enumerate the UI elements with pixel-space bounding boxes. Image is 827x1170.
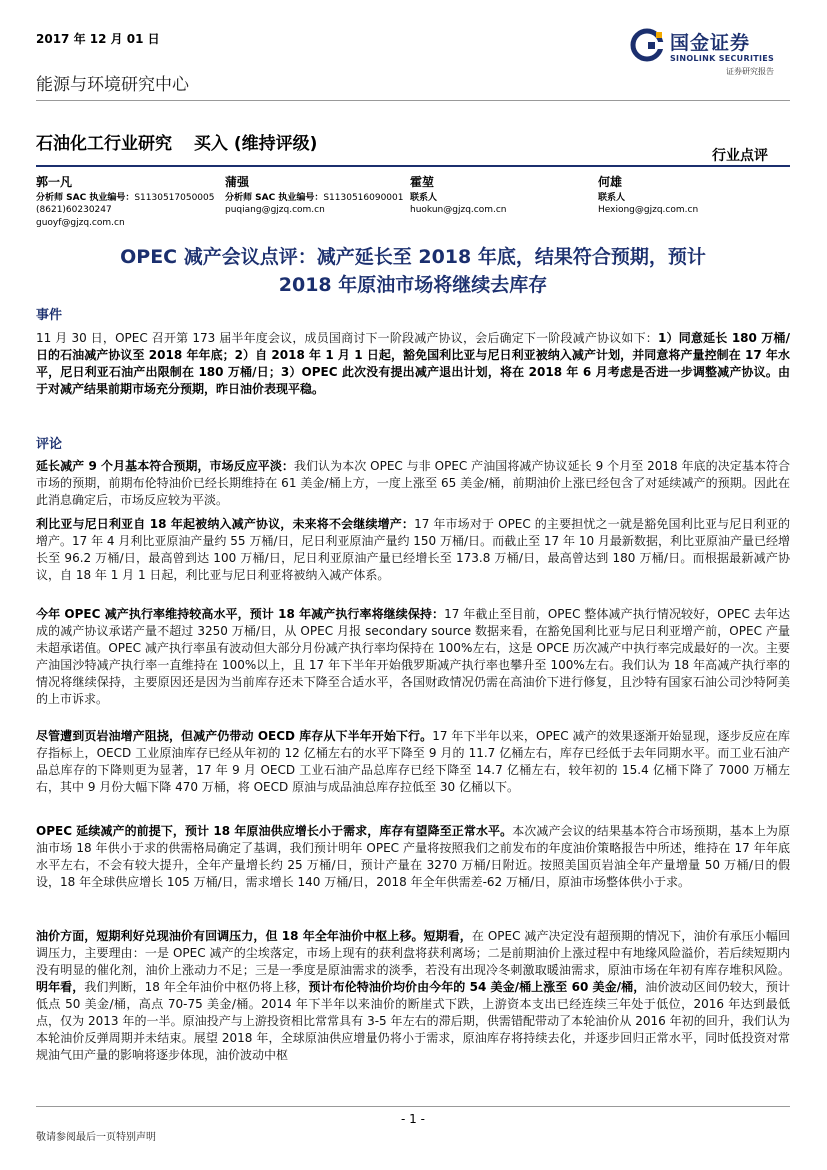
- analyst-email[interactable]: guoyf@gjzq.com.cn: [36, 217, 125, 228]
- disclaimer-note: 敬请参阅最后一页特别声明: [36, 1132, 156, 1143]
- paragraph-lead: 延长减产 9 个月基本符合预期，市场反应平淡：: [36, 459, 294, 473]
- review-paragraph: [36, 928, 790, 1064]
- sinolink-logo-icon: [630, 28, 664, 62]
- industry-name: 石油化工行业研究: [36, 134, 172, 154]
- rating: 买入 (维持评级): [193, 134, 318, 154]
- section-heading-review: 评论: [36, 437, 63, 452]
- report-title: [36, 243, 790, 299]
- header-divider: [36, 100, 790, 101]
- footer-divider: [36, 1106, 790, 1107]
- analyst-name: 郭一凡: [36, 175, 73, 189]
- analyst-phone: (8621)60230247: [36, 205, 112, 215]
- paragraph-body: 我们认为本次 OPEC 与非 OPEC 产油国将减产协议延长 9 个月至 2018 年底的决定基本符合市场的预期，前期布伦特油价已经长期维持在 61 美金/桶上方，一度上涨至 65 美金/桶，前期油价上涨已经包含了对延续减产的预期。因此在此消息确定后，市场反应较为平淡。: [36, 459, 790, 507]
- analyst-card: [410, 176, 507, 217]
- paragraph-body: 本次减产会议的结果基本符合市场预期，基本上为原油市场 18 年供小于求的供需格局确定了基调，我们预计明年 OPEC 产量将按照我们之前发布的年度油价策略报告中所述，维持在 17 年年底水平左右，不会有较大提升，全年产量增长约 25 万桶/日，预计产量在 3270 万桶/日附近。按照美国页岩油全年产量增量 50 万桶/日的假设，18 年全球供应增长 105 万桶/日，需求增长 140 万桶/日，2018 年全年供需差-62 万桶/日，原油市场整体供小于求。: [36, 824, 790, 889]
- paragraph-body-2: 我们判断，18 年全年油价中枢仍将上移，: [84, 980, 309, 994]
- analyst-name: 蒲强: [225, 175, 250, 189]
- analyst-sac-id: S1130517050005: [134, 192, 215, 203]
- paragraph-body: 17 年下半年以来，OPEC 减产的效果逐渐开始显现，逐步反应在库存指标上，OECD 工业原油库存已经从年初的 12 亿桶左右的水平下降至 9 月的 11.7 亿桶左右，库存已经低于去年同期水平。而工业石油产品总库存的下降则更为显著，17 年 9 月 OECD 工业石油产品总库存已经下降至 14.7 亿桶左右，较年初的 15.4 亿桶下降了 7000 万桶左右，其中 9 月份大幅下降 470 万桶，将 OECD 原油与成品油总库存拉低至 30 亿桶以下。: [36, 729, 790, 794]
- analyst-label: 联系人: [410, 192, 438, 203]
- title-line-2: 2018 年原油市场将继续去库存: [278, 274, 548, 296]
- paragraph-lead: 利比亚与尼日利亚自 18 年起被纳入减产协议，未来将不会继续增产：: [36, 517, 415, 531]
- report-date: 2017 年 12 月 01 日: [36, 32, 160, 46]
- review-paragraph: [36, 823, 790, 891]
- analyst-email[interactable]: huokun@gjzq.com.cn: [410, 205, 507, 215]
- review-paragraph: [36, 516, 790, 584]
- analyst-card: [36, 176, 214, 229]
- analyst-label: 联系人: [598, 192, 626, 203]
- analyst-name: 霍堃: [410, 175, 435, 189]
- page-number: - 1 -: [401, 1112, 425, 1126]
- logo-subtitle: 证券研究报告: [726, 67, 774, 76]
- industry-divider: [36, 165, 790, 167]
- company-logo: [630, 26, 790, 78]
- paragraph-lead: 今年 OPEC 减产执行率维持较高水平，预计 18 年减产执行率将继续保持：: [36, 607, 445, 621]
- review-paragraph: [36, 606, 790, 708]
- industry-line: [36, 129, 333, 154]
- title-line-1: OPEC 减产会议点评：减产延长至 2018 年底，结果符合预期，预计: [120, 246, 706, 268]
- analyst-email[interactable]: puqiang@gjzq.com.cn: [225, 205, 325, 215]
- event-key-points: 1）同意延长 180 万桶/日的石油减产协议至 2018 年年底；2）自 2018 年 1 月 1 日起，豁免国利比亚与尼日利亚被纳入减产计划，并同意将产量控制在 17 年水平，尼日利亚石油产出限制在 180 万桶/日；3）OPEC 此次没有提出减产退出计划，将在 2018 年 6 月考虑是否进一步调整减产协议。由于对减产结果前期市场充分预期，昨日油价表现平稳。: [36, 331, 790, 396]
- research-center: 能源与环境研究中心: [36, 75, 189, 95]
- analyst-card: [598, 176, 698, 217]
- paragraph-lead: 尽管遭到页岩油增产阻挠，但减产仍带动 OECD 库存从下半年开始下行。: [36, 729, 433, 743]
- analyst-card: [225, 176, 403, 217]
- document-type: 行业点评: [712, 148, 768, 164]
- paragraph-body: 在 OPEC 减产决定没有超预期的情况下，油价有承压小幅回调压力，主要理由：一是 OPEC 减产的尘埃落定，市场上现有的获利盘将获利离场；二是前期油价上涨过程中有地缘风险溢价，若后续短期内没有明显的催化剂，油价上涨动力不足；三是一季度是原油需求的淡季，若没有出现冷冬刺激取暖油需求，原油市场在年初有库存堆积风险。: [36, 929, 790, 977]
- analyst-label: 分析师 SAC 执业编号：: [36, 192, 135, 203]
- paragraph-body: 17 年市场对于 OPEC 的主要担忧之一就是豁免国利比亚与尼日利亚的增产。17 年 4 月利比亚原油产量约 55 万桶/日，尼日利亚原油产量约 150 万桶/日。而截止至 17 年 10 月最新数据，利比亚原油产量已经增长至 96.2 万桶/日，最高曾到达 100 万桶/日，尼日利亚原油产量已经增长至 173.8 万桶/日，最高曾达到 180 万桶/日。而根据最新减产协议，自 18 年 1 月 1 日起，利比亚与尼日利亚将被纳入减产体系。: [36, 517, 790, 582]
- paragraph-lead: OPEC 延续减产的前提下，预计 18 年原油供应增长小于需求，库存有望降至正常水平。: [36, 824, 513, 838]
- analyst-label: 分析师 SAC 执业编号：: [225, 192, 324, 203]
- paragraph-body-3: 油价波动区间仍较大，预计低点 50 美金/桶，高点 70-75 美金/桶。2014 年下半年以来油价的断崖式下跌，上游资本支出已经连续三年处于低位，2016 年达到最低点，仅为 2013 年的一半。原油投产与上游投资相比常常具有 3-5 年左右的滞后期，供需错配带动了本轮油价从 2016 年初的回升，我们认为本轮油价反弹周期并未结束。展望 2018 年，全球原油供应增量仍将小于需求，原油库存将持续去化，并逐步回归正常水平，同时低投资对常规油气田产量的影响将逐步体现，油价波动中枢: [36, 980, 790, 1062]
- paragraph-lead-3: 预计布伦特油价均价由今年的 54 美金/桶上涨至 60 美金/桶，: [308, 980, 646, 994]
- analyst-email[interactable]: Hexiong@gjzq.com.cn: [598, 205, 699, 215]
- section-heading-event: 事件: [36, 308, 63, 323]
- logo-name-en: SINOLINK SECURITIES: [670, 54, 775, 63]
- event-intro: 11 月 30 日，OPEC 召开第 173 届半年度会议，成员国商讨下一阶段减产协议，会后确定下一阶段减产协议如下：: [36, 331, 658, 345]
- review-paragraph: [36, 728, 790, 796]
- event-paragraph: [36, 330, 790, 398]
- paragraph-body: 17 年截止至目前，OPEC 整体减产执行情况较好，OPEC 去年达成的减产协议承诺产量不超过 3250 万桶/日，从 OPEC 月报 secondary source 数据来看，在豁免国利比亚与尼日利亚增产前，OPEC 产量未超承诺值。OPEC 减产执行率虽有波动但大部分月份减产执行率均保持在 100%左右，这是 OPCE 历次减产中执行率完成最好的一次。主要产油国沙特减产执行率一直维持在 100%以上，且 17 年下半年开始俄罗斯减产执行率也攀升至 100%左右。我们认为 18 年高减产执行率的情况将继续保持，主要原因还是因为当前库存还未下降至合适水平，各国财政情况仍需在高油价下进行修复，且沙特有国家石油公司沙特阿美的上市诉求。: [36, 607, 790, 706]
- logo-name-cn: 国金证券: [670, 32, 751, 54]
- review-paragraph: [36, 458, 790, 509]
- paragraph-lead: 油价方面，短期利好兑现油价有回调压力，但 18 年全年油价中枢上移。短期看，: [36, 929, 472, 943]
- analyst-name: 何雄: [598, 175, 623, 189]
- analyst-sac-id: S1130516090001: [323, 192, 404, 203]
- paragraph-lead-2: 明年看，: [36, 980, 85, 994]
